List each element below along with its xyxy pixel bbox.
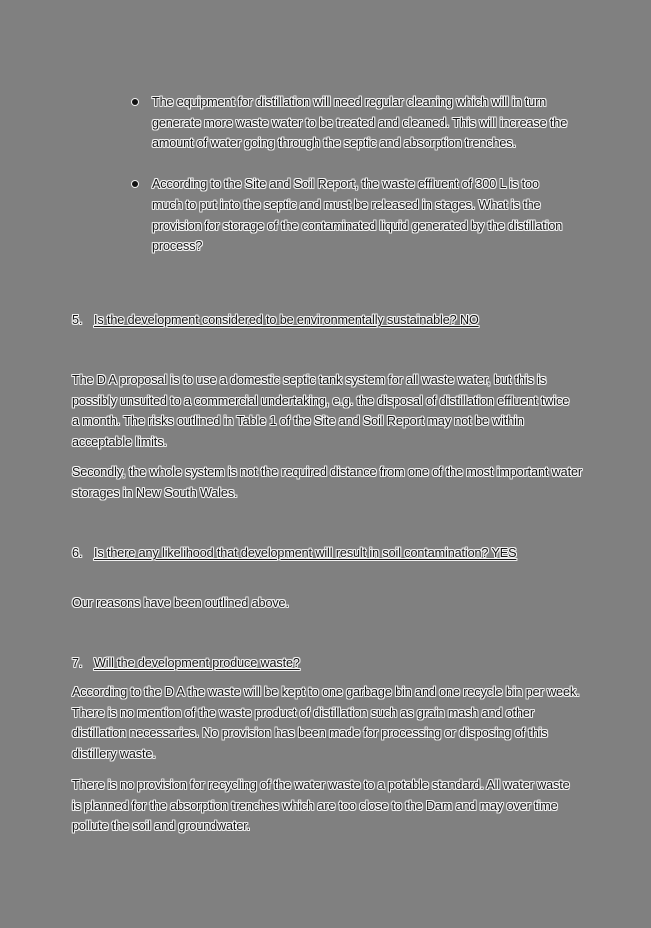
section-5-heading [72,310,592,331]
section-heading-text: Is the development considered to be environmentally sustainable? NO [94,313,479,327]
bullet-dot-icon [132,99,138,105]
section-7-heading [72,653,592,674]
section-5-paragraph-1: The D A proposal is to use a domestic septic tank system for all waste water, but this is possibly unsuited to a commercial undertaking, e.g. the disposal of distillation effluent twice a month. The risks outlined in Table 1 of the Site and Soil Report may not be within acceptable limits. [72,373,570,450]
section-number: 6. [72,546,83,560]
bullet-item [132,174,572,257]
bullet-text: According to the Site and Soil Report, the waste effluent of 300 L is too much to put into the septic and must be released in stages. What is the provision for storage of the contaminated liquid generated by the distillation process? [152,177,563,254]
section-7-paragraph-1: According to the D A the waste will be kept to one garbage bin and one recycle bin per week. There is no mention of the waste product of distillation such as grain mash and other distillation necessaries. No provision has been made for processing or disposing of this distillery waste. [72,685,580,762]
section-7-paragraph-2: There is no provision for recycling of the water waste to a potable standard. All water waste is planned for the absorption trenches which are too close to the Dam and may over time pollute the soil and groundwater. [72,778,570,834]
section-heading-text: Will the development produce waste? [94,656,300,670]
section-5-paragraph-2: Secondly, the whole system is not the required distance from one of the most important water storages in New South Wales. [72,465,582,500]
concerns-bullet-list [132,92,582,257]
section-6-paragraph-1: Our reasons have been outlined above. [72,596,289,610]
bullet-dot-icon [132,181,138,187]
section-number: 7. [72,656,83,670]
bullet-item [132,92,582,154]
section-6-heading [72,543,577,564]
section-heading-text: Is there any likelihood that development will result in soil contamination? YES [94,546,517,560]
bullet-text: The equipment for distillation will need regular cleaning which will in turn generate more waste water to be treated and cleaned. This will increase the amount of water going through the septic and absorption trenches. [152,95,568,151]
section-number: 5. [72,313,83,327]
